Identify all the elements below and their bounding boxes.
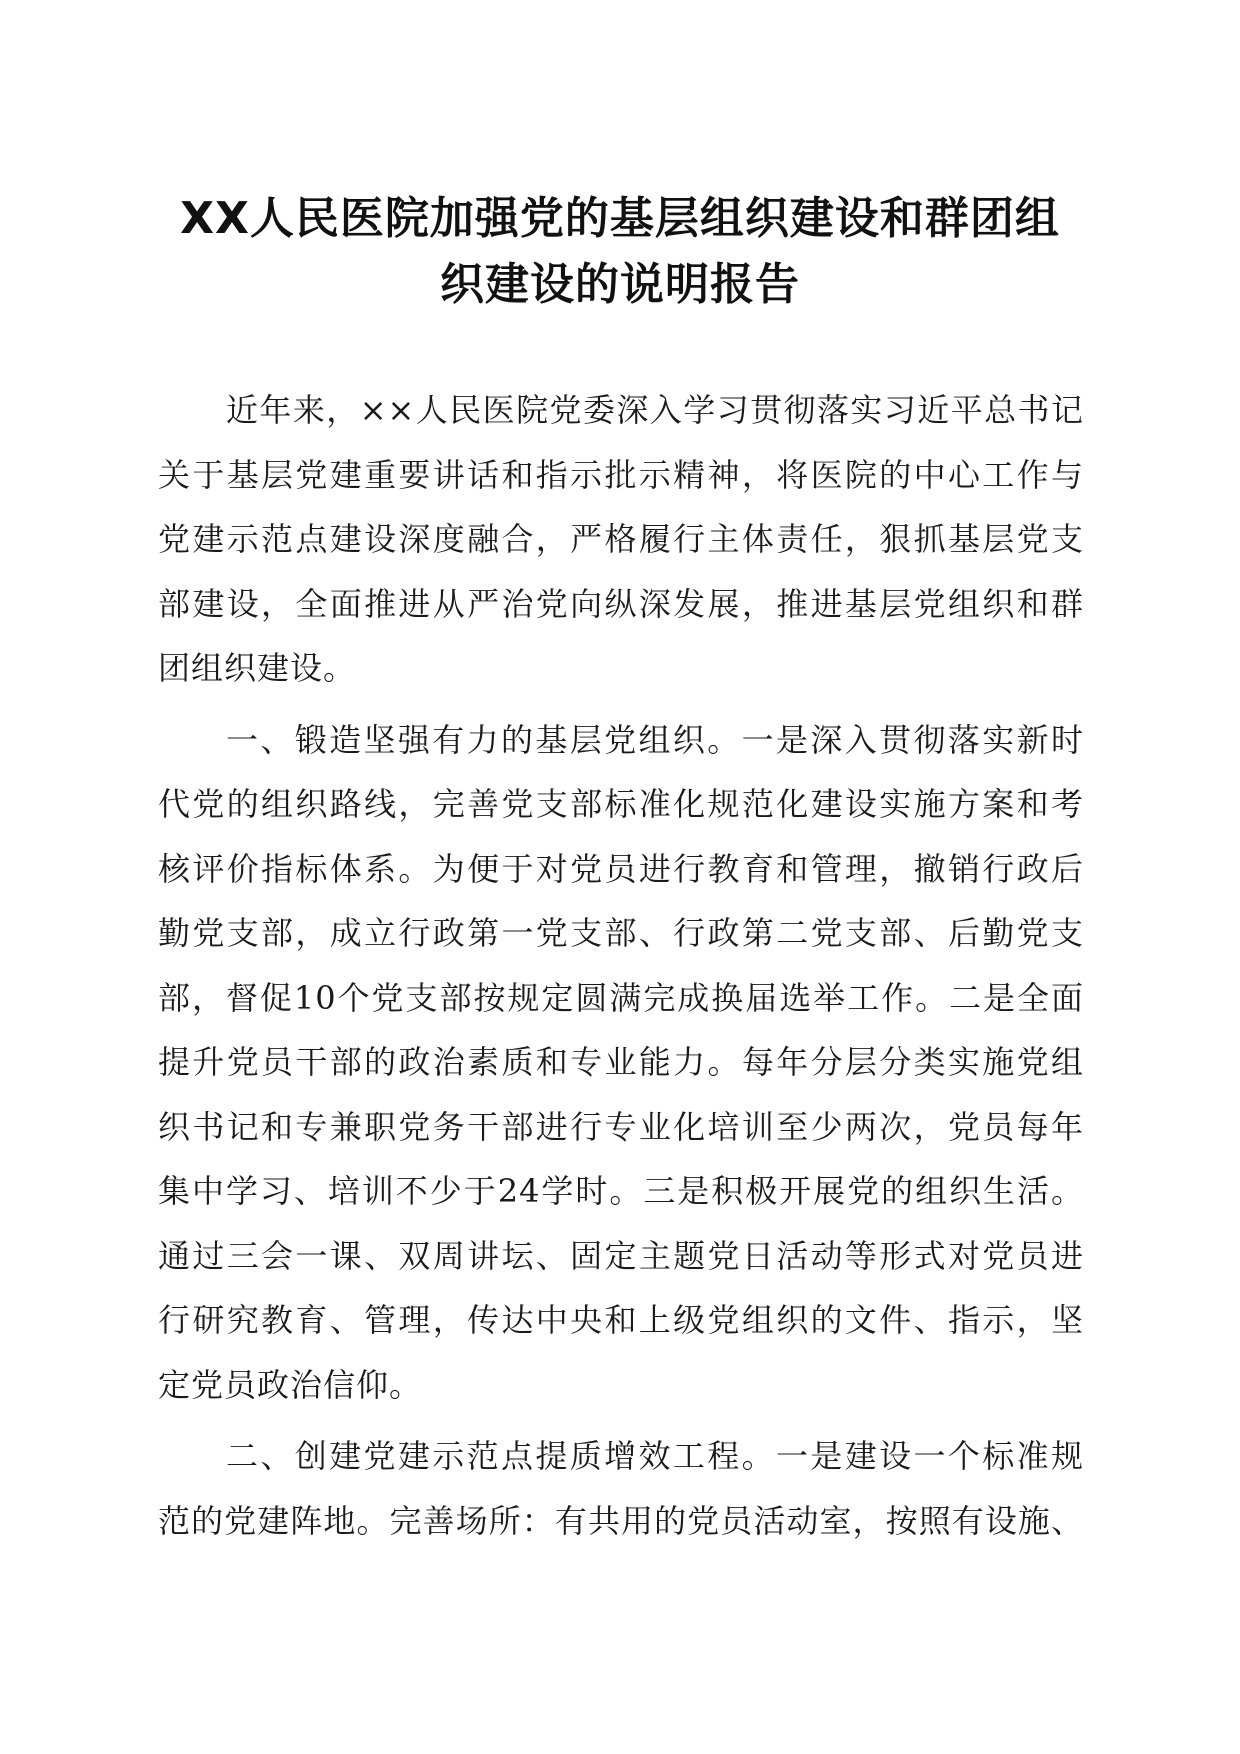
paragraph-section-1	[158, 708, 1084, 1418]
text-line: 织书记和专兼职党务干部进行专业化培训至少两次，党员每年	[158, 1107, 1084, 1146]
text-line: 关于基层党建重要讲话和指示批示精神，将医院的中心工作与	[158, 455, 1084, 494]
paragraph-section-2	[158, 1424, 1084, 1553]
paragraph-intro	[158, 378, 1084, 701]
text-line: 一、锻造坚强有力的基层党组织。一是深入贯彻落实新时	[226, 720, 1084, 759]
text-line: 党建示范点建设深度融合，严格履行主体责任，狠抓基层党支	[158, 520, 1084, 558]
text-line: 部，督促10个党支部按规定圆满完成换届选举工作。二是全面	[158, 978, 1084, 1017]
text-line: 定党员政治信仰。	[158, 1365, 423, 1404]
text-line: 部建设，全面推进从严治党向纵深发展，推进基层党组织和群	[158, 584, 1084, 623]
text-line: 提升党员干部的政治素质和专业能力。每年分层分类实施党组	[158, 1043, 1084, 1081]
text-line: 核评价指标体系。为便于对党员进行教育和管理，撤销行政后	[158, 849, 1084, 888]
text-line: 通过三会一课、双周讲坛、固定主题党日活动等形式对党员进	[158, 1236, 1084, 1275]
text-line: 勤党支部，成立行政第一党支部、行政第二党支部、后勤党支	[158, 914, 1084, 952]
text-line: 近年来，××人民医院党委深入学习贯彻落实习近平总书记	[226, 391, 1084, 429]
text-line: 集中学习、培训不少于24学时。三是积极开展党的组织生活。	[158, 1172, 1084, 1210]
text-line: 范的党建阵地。完善场所：有共用的党员活动室，按照有设施、	[158, 1501, 1084, 1540]
text-line: 二、创建党建示范点提质增效工程。一是建设一个标准规	[226, 1437, 1084, 1475]
title-line-1: XX人民医院加强党的基层组织建设和群团组	[180, 193, 1060, 244]
text-line: 团组织建设。	[158, 649, 357, 687]
document-body	[158, 378, 1084, 1560]
title-line-2: 织建设的说明报告	[440, 259, 800, 310]
text-line: 代党的组织路线，完善党支部标准化规范化建设实施方案和考	[158, 785, 1084, 823]
document-title	[140, 186, 1100, 318]
text-line: 行研究教育、管理，传达中央和上级党组织的文件、指示，坚	[158, 1301, 1084, 1339]
